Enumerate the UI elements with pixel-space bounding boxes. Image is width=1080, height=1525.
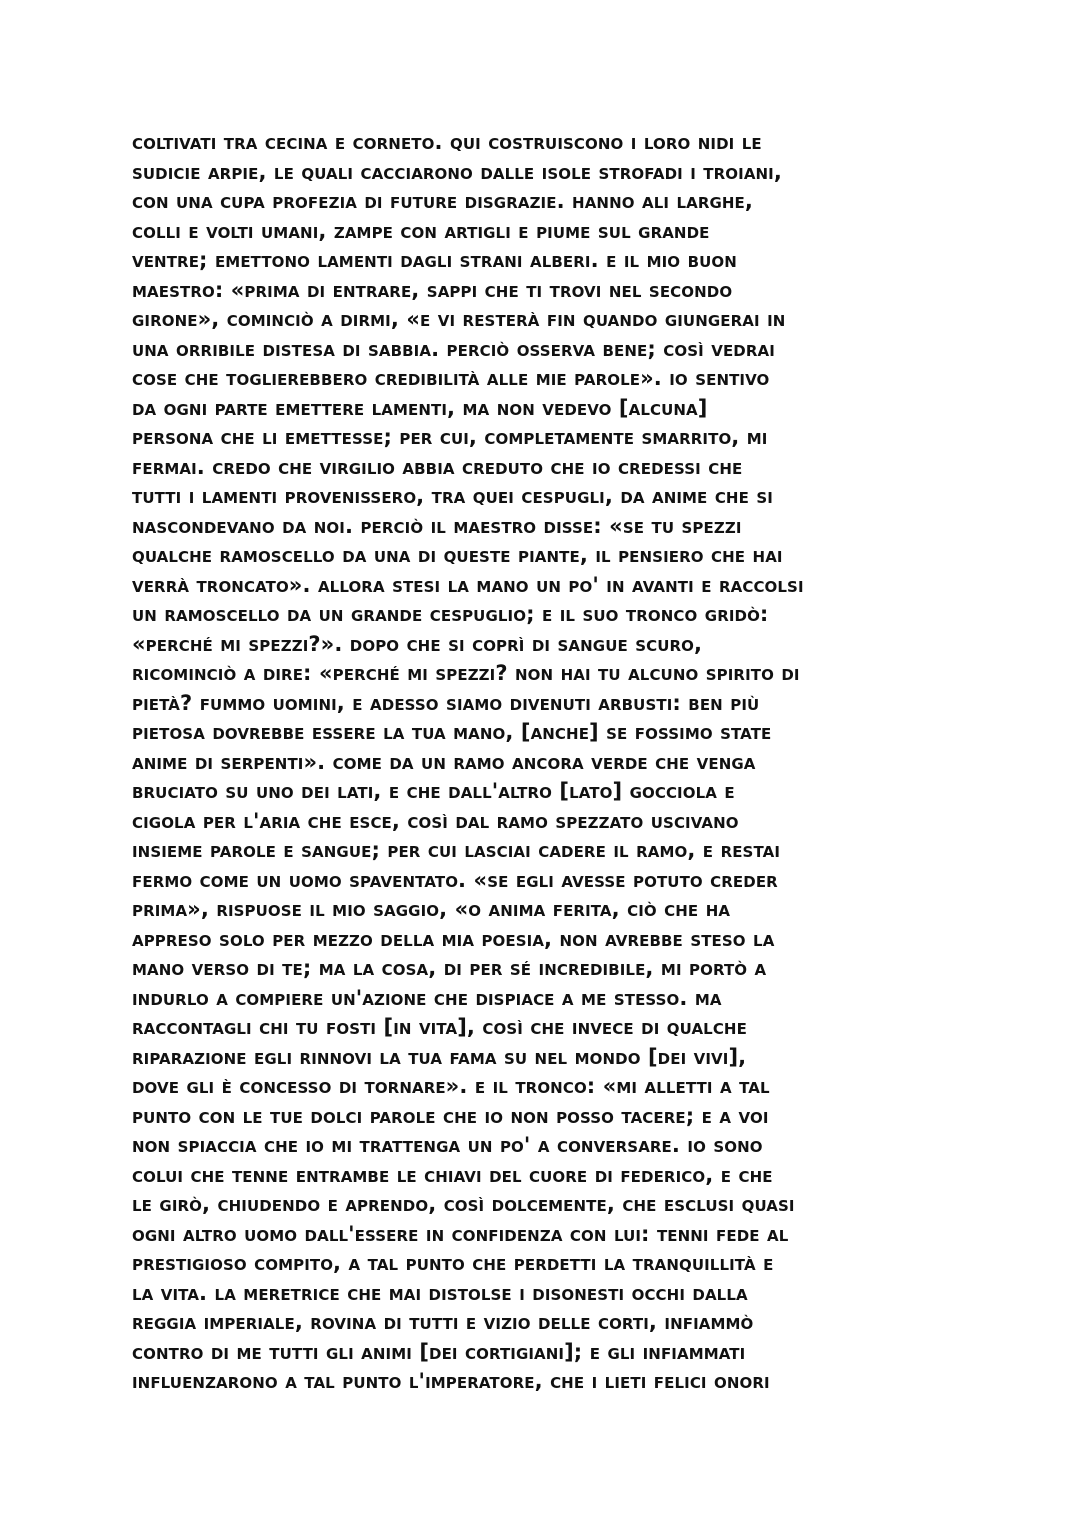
text-line-21: pietosa dovrebbe essere la tua mano, [anche] se fossimo state bbox=[132, 720, 772, 744]
text-line-32: riparazione egli rinnovi la tua fama su nel mondo [dei vivi], bbox=[132, 1044, 747, 1069]
text-line-31: raccontagli chi tu fosti [in vita], così che invece di qualche bbox=[132, 1015, 747, 1039]
text-line-30: indurlo a compiere un'azione che dispiace a me stesso. ma bbox=[132, 985, 722, 1010]
text-line-3: con una cupa profezia di future disgrazie. hanno ali larghe, bbox=[132, 189, 753, 213]
text-line-7: girone», cominciò a dirmi, «e vi resterà fin quando giungerai in bbox=[132, 307, 786, 331]
text-line-14: nascondevano da noi. perciò il maestro disse: «se tu spezzi bbox=[132, 513, 742, 538]
text-line-35: non spiaccia che io mi trattenga un po' a conversare. io sono bbox=[132, 1133, 763, 1157]
text-line-1: coltivati tra cecina e corneto. qui costruiscono i loro nidi le bbox=[132, 130, 762, 154]
text-line-8: una orribile distesa di sabbia. perciò osserva bene; così vedrai bbox=[132, 336, 775, 361]
text-line-4: colli e volti umani, zampe con artigli e piume sul grande bbox=[132, 218, 710, 243]
text-line-43: influenzarono a tal punto l'imperatore, che i lieti felici onori bbox=[132, 1369, 770, 1393]
text-line-9: cose che toglierebbero credibilità alle mie parole». io sentivo bbox=[132, 366, 770, 390]
text-line-26: fermo come un uomo spaventato. «se egli avesse potuto creder bbox=[132, 867, 778, 892]
text-line-28: appreso solo per mezzo della mia poesia, non avrebbe steso la bbox=[132, 926, 775, 951]
text-line-39: prestigioso compito, a tal punto che perdetti la tranquillità e bbox=[132, 1251, 774, 1275]
text-line-10: da ogni parte emettere lamenti, ma non vedevo [alcuna] bbox=[132, 395, 708, 420]
text-line-34: punto con le tue dolci parole che io non posso tacere; e a voi bbox=[132, 1103, 769, 1128]
text-line-27: prima», rispuose il mio saggio, «o anima ferita, ciò che ha bbox=[132, 897, 731, 921]
text-line-15: qualche ramoscello da una di queste piante, il pensiero che hai bbox=[132, 543, 783, 567]
body-text bbox=[132, 128, 962, 1397]
text-line-37: le girò, chiudendo e aprendo, così dolcemente, che esclusi quasi bbox=[132, 1192, 795, 1216]
text-line-2: sudicie arpie, le quali cacciarono dalle isole strofadi i troiani, bbox=[132, 159, 782, 184]
text-line-40: la vita. la meretrice che mai distolse i disonesti occhi dalla bbox=[132, 1280, 748, 1305]
text-line-11: persona che li emettesse; per cui, completamente smarrito, mi bbox=[132, 425, 768, 449]
text-line-36: colui che tenne entrambe le chiavi del cuore di federico, e che bbox=[132, 1162, 773, 1187]
text-line-42: contro di me tutti gli animi [dei cortigiani]; e gli infiammati bbox=[132, 1339, 746, 1364]
text-line-38: ogni altro uomo dall'essere in confidenza con lui: tenni fede al bbox=[132, 1221, 789, 1246]
text-line-13: tutti i lamenti provenissero, tra quei cespugli, da anime che si bbox=[132, 484, 773, 508]
text-line-33: dove gli è concesso di tornare». e il tronco: «mi alletti a tal bbox=[132, 1074, 770, 1098]
text-line-25: insieme parole e sangue; per cui lasciai cadere il ramo, e restai bbox=[132, 838, 781, 862]
text-line-24: cigola per l'aria che esce, così dal ramo spezzato uscivano bbox=[132, 808, 739, 833]
text-line-16: verrà troncato». allora stesi la mano un po' in avanti e raccolsi bbox=[132, 572, 804, 597]
text-line-19: ricominciò a dire: «perché mi spezzi? non hai tu alcuno spirito di bbox=[132, 661, 800, 685]
text-line-5: ventre; emettono lamenti dagli strani alberi. e il mio buon bbox=[132, 248, 737, 272]
text-line-6: maestro: «prima di entrare, sappi che ti trovi nel secondo bbox=[132, 277, 733, 302]
text-line-23: bruciato su uno dei lati, e che dall'altro [lato] gocciola e bbox=[132, 779, 735, 803]
text-line-20: pietà? fummo uomini, e adesso siamo divenuti arbusti: ben più bbox=[132, 690, 760, 715]
text-line-41: reggia imperiale, rovina di tutti e vizio delle corti, infiammò bbox=[132, 1310, 754, 1334]
text-line-18: «perché mi spezzi?». dopo che si coprì di sangue scuro, bbox=[132, 631, 703, 656]
text-line-17: un ramoscello da un grande cespuglio; e il suo tronco gridò: bbox=[132, 602, 769, 626]
text-line-29: mano verso di te; ma la cosa, di per sé incredibile, mi portò a bbox=[132, 956, 767, 980]
text-line-12: fermai. credo che virgilio abbia creduto che io credessi che bbox=[132, 454, 743, 479]
text-line-22: anime di serpenti». come da un ramo ancora verde che venga bbox=[132, 749, 756, 774]
